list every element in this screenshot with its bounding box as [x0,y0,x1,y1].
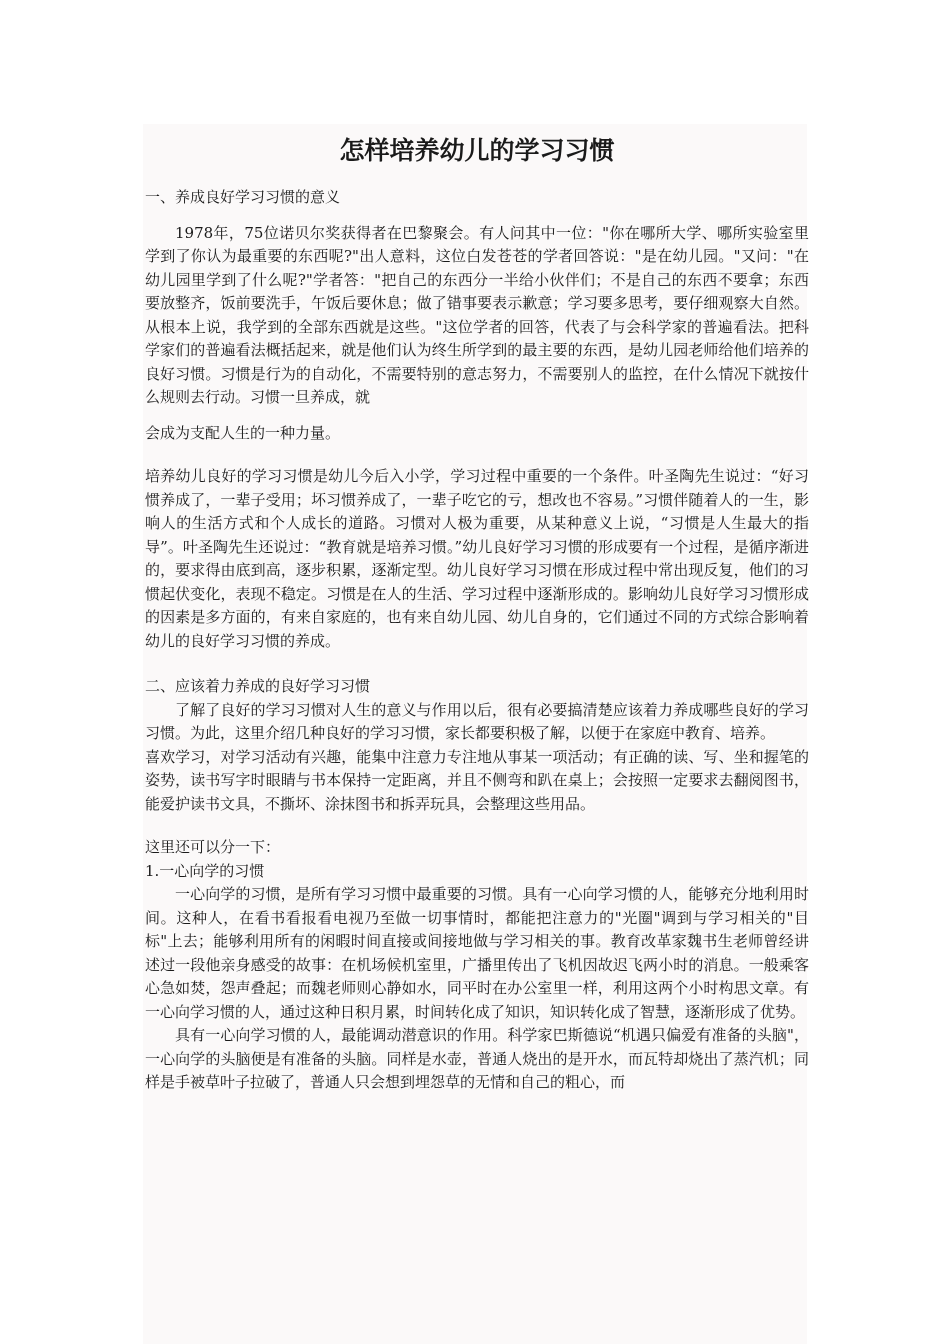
paragraph-nobel: 1978年，75位诺贝尔奖获得者在巴黎聚会。有人问其中一位："你在哪所大学、哪所实验室里学到了你认为最重要的东西呢?"出人意料，这位白发苍苍的学者回答说："是在幼儿园。"又问："在幼儿园里学到了什么呢?"学者答："把自己的东西分一半给小伙伴们；不是自己的东西不要拿；东西要放整齐，饭前要洗手，午饭后要休息；做了错事要表示歉意；学习要多思考，要仔细观察大自然。从根本上说，我学到的全部东西就是这些。"这位学者的回答，代表了与会科学家的普遍看法。把科学家们的普遍看法概括起来，就是他们认为终生所学到的最主要的东西，是幼儿园老师给他们培养的良好习惯。习惯是行为的自动化，不需要特别的意志努力，不需要别人的监控，在什么情况下就按什么规则去行动。习惯一旦养成，就 [145,223,809,406]
paragraph-nobel-continued: 会成为支配人生的一种力量。 [145,423,341,442]
paragraph-subconscious: 具有一心向学习惯的人，最能调动潜意识的作用。科学家巴斯德说“机遇只偏爱有准备的头脑"，一心向学的头脑便是有准备的头脑。同样是水壶，普通人烧出的是开水，而瓦特却烧出了蒸汽机；同样是手被草叶子拉破了，普通人只会想到埋怨草的无情和自己的粗心，而 [145,1026,809,1091]
section-heading-1: 一、养成良好学习习惯的意义 [145,188,341,206]
paragraph-focused-learning: 一心向学的习惯，是所有学习习惯中最重要的习惯。具有一心向学习惯的人，能够充分地利用时间。这种人，在看书看报看电视乃至做一切事情时，都能把注意力的"光圈"调到与学习相关的"目标"上去；能够利用所有的闲暇时间直接或间接地做与学习相关的事。教育改革家魏书生老师曾经讲述过一段他亲身感受的故事：在机场候机室里，广播里传出了飞机因故迟飞两小时的消息。一般乘客心急如焚，怨声叠起；而魏老师则心静如水，同平时在办公室里一样，利用这两个小时构思文章。有一心向学习惯的人，通过这种日积月累，时间转化成了知识，知识转化成了智慧，逐渐形成了优势。 [145,885,809,1021]
document-title: 怎样培养幼儿的学习习惯 [339,136,615,165]
item-heading-1: 1.一心向学的习惯 [145,861,265,880]
document-body [145,128,809,1095]
paragraph-intro-habits: 了解了良好的学习习惯对人生的意义与作用以后，很有必要搞清楚应该着力养成哪些良好的学习习惯。为此，这里介绍几种良好的学习习惯，家长都要积极了解，以便于在家庭中教育、培养。 [145,700,809,742]
paragraph-subdivision: 这里还可以分一下： [145,838,281,856]
paragraph-habit-importance: 培养幼儿良好的学习习惯是幼儿今后入小学，学习过程中重要的一个条件。叶圣陶先生说过：“好习惯养成了，一辈子受用；坏习惯养成了，一辈子吃它的亏，想改也不容易。”习惯伴随着人的一生，影响人的生活方式和个人成长的道路。习惯对人极为重要，从某种意义上说，“习惯是人生最大的指导”。叶圣陶先生还说过：“教育就是培养习惯。”幼儿良好学习习惯的形成要有一个过程，是循序渐进的，要求得由底到高，逐步积累，逐渐定型。幼儿良好学习习惯在形成过程中常出现反复，他们的习惯起伏变化，表现不稳定。习惯是在人的生活、学习过程中逐渐形成的。影响幼儿良好学习习惯形成的因素是多方面的，有来自家庭的，也有来自幼儿园、幼儿自身的，它们通过不同的方式综合影响着幼儿的良好学习习惯的养成。 [145,467,809,650]
section-heading-2: 二、应该着力养成的良好学习习惯 [145,677,371,695]
paragraph-habit-list: 喜欢学习，对学习活动有兴趣，能集中注意力专注地从事某一项活动；有正确的读、写、坐和握笔的姿势，读书写字时眼睛与书本保持一定距离，并且不侧弯和趴在桌上；会按照一定要求去翻阅图书，能爱护读书文具，不撕坏、涂抹图书和拆弄玩具，会整理这些用品。 [145,747,809,813]
